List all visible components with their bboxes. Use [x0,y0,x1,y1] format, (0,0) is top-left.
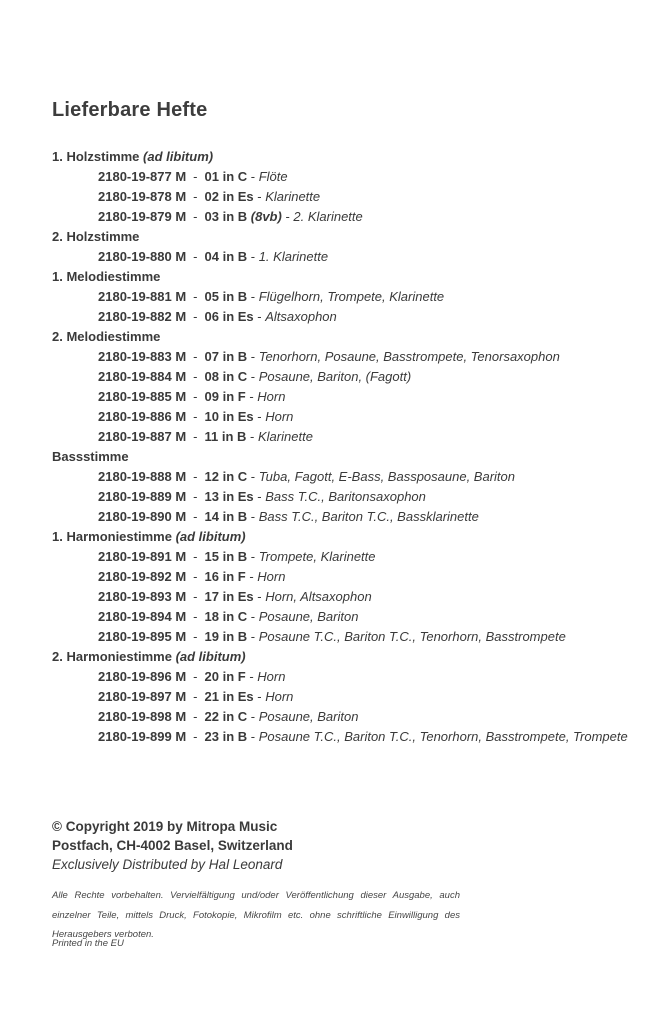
section-label: 1. Holzstimme [52,149,140,164]
catalog-number: 2180-19-897 M [98,689,187,704]
catalog-item [52,427,631,447]
section-header [52,527,631,547]
dash: - [253,589,266,604]
separator-dash: - [193,549,198,564]
part-number: 09 in F [204,389,246,404]
catalog-number: 2180-19-893 M [98,589,187,604]
catalog-number: 2180-19-894 M [98,609,187,624]
catalog-item [52,287,631,307]
instruments: 1. Klarinette [258,249,329,264]
catalog-number: 2180-19-877 M [98,169,187,184]
catalog-item [52,707,631,727]
catalog-number: 2180-19-879 M [98,209,187,224]
separator-dash: - [193,589,198,604]
instruments: Trompete, Klarinette [258,549,376,564]
instruments: Bass T.C., Bariton T.C., Bassklarinette [258,509,479,524]
instruments: Horn [257,669,286,684]
catalog-item [52,367,631,387]
part-number: 05 in B [204,289,248,304]
part-number: 06 in Es [204,309,254,324]
instruments: Horn [257,389,286,404]
separator-dash: - [193,369,198,384]
catalog-item [52,727,631,747]
catalog-number: 2180-19-889 M [98,489,187,504]
instruments: 2. Klarinette [293,209,363,224]
section-label: 1. Melodiestimme [52,269,161,284]
part-note: (8vb) [250,209,282,224]
catalog-number: 2180-19-883 M [98,349,187,364]
section-label-suffix: (ad libitum) [175,649,246,664]
catalog-item [52,687,631,707]
catalog-number: 2180-19-880 M [98,249,187,264]
catalog-item [52,347,631,367]
section-header [52,267,631,287]
instruments: Flöte [258,169,288,184]
separator-dash: - [193,689,198,704]
separator-dash: - [193,189,198,204]
instruments: Posaune, Bariton, (Fagott) [258,369,412,384]
part-number: 02 in Es [204,189,254,204]
part-number: 10 in Es [204,409,254,424]
catalog-item [52,467,631,487]
part-number: 04 in B [204,249,248,264]
section-label: 1. Harmoniestimme [52,529,172,544]
dash: - [253,309,266,324]
catalog-item [52,587,631,607]
part-number: 01 in C [204,169,248,184]
distribution-line: Exclusively Distributed by Hal Leonard [52,857,283,872]
separator-dash: - [193,709,198,724]
separator-dash: - [193,569,198,584]
page-title: Lieferbare Hefte [52,99,208,121]
legal-notice: Alle Rechte vorbehalten. Vervielfältigung und/oder Veröffentlichung dieser Ausgabe, auch einzelner Teile, mittels Druck, Fotokopie, Mikrofilm etc. ohne schriftliche Einwilligung des Herausgebers verboten. [52,890,460,940]
dash: - [245,669,258,684]
dash: - [247,249,259,264]
section-label-suffix: (ad libitum) [143,149,214,164]
catalog-number: 2180-19-887 M [98,429,187,444]
catalog-item [52,627,631,647]
part-number: 14 in B [204,509,248,524]
part-number: 22 in C [204,709,248,724]
catalog-number: 2180-19-896 M [98,669,187,684]
instruments: Posaune T.C., Bariton T.C., Tenorhorn, Basstrompete, Trompete [258,729,628,744]
instruments: Horn [265,409,294,424]
instruments: Tuba, Fagott, E-Bass, Bassposaune, Bariton [258,469,515,484]
separator-dash: - [193,489,198,504]
section-label-suffix: (ad libitum) [175,529,246,544]
separator-dash: - [193,409,198,424]
separator-dash: - [193,609,198,624]
catalog-number: 2180-19-878 M [98,189,187,204]
separator-dash: - [193,389,198,404]
part-number: 12 in C [204,469,248,484]
catalog-number: 2180-19-899 M [98,729,187,744]
section [52,267,631,327]
instruments: Klarinette [258,429,313,444]
separator-dash: - [193,169,198,184]
dash: - [245,389,258,404]
catalog-number: 2180-19-898 M [98,709,187,724]
printed-in-line: Printed in the EU [52,938,124,949]
dash: - [246,429,258,444]
instruments: Horn, Altsaxophon [265,589,372,604]
separator-dash: - [193,309,198,324]
catalog-item [52,407,631,427]
separator-dash: - [193,289,198,304]
dash: - [247,549,259,564]
catalog-item [52,247,631,267]
dash: - [253,689,266,704]
copyright-block [52,817,293,874]
section-header [52,227,631,247]
part-number: 23 in B [204,729,248,744]
dash: - [247,509,259,524]
section-label: 2. Holzstimme [52,229,140,244]
instruments: Tenorhorn, Posaune, Basstrompete, Tenorsaxophon [258,349,560,364]
part-number: 08 in C [204,369,248,384]
catalog-item [52,567,631,587]
catalog-item [52,607,631,627]
section [52,647,631,747]
section-label: 2. Harmoniestimme [52,649,172,664]
section-header [52,327,631,347]
catalog-item [52,167,631,187]
catalog-item [52,547,631,567]
separator-dash: - [193,429,198,444]
instruments: Posaune, Bariton [258,609,359,624]
separator-dash: - [193,509,198,524]
catalog-number: 2180-19-895 M [98,629,187,644]
part-number: 16 in F [204,569,246,584]
catalog-number: 2180-19-888 M [98,469,187,484]
catalog-number: 2180-19-884 M [98,369,187,384]
instruments: Horn [265,689,294,704]
separator-dash: - [193,209,198,224]
catalog-number: 2180-19-881 M [98,289,187,304]
dash: - [247,369,259,384]
catalog-number: 2180-19-885 M [98,389,187,404]
separator-dash: - [193,729,198,744]
dash: - [281,209,294,224]
instruments: Posaune T.C., Bariton T.C., Tenorhorn, Basstrompete [258,629,566,644]
catalog-item [52,387,631,407]
part-number: 18 in C [204,609,248,624]
instruments: Klarinette [265,189,321,204]
catalog-number: 2180-19-890 M [98,509,187,524]
part-number: 17 in Es [204,589,254,604]
copyright-line-2: Postfach, CH-4002 Basel, Switzerland [52,838,293,853]
dash: - [245,569,258,584]
catalog-item [52,487,631,507]
catalog-item [52,207,631,227]
section [52,527,631,647]
part-number: 07 in B [204,349,248,364]
part-number: 20 in F [204,669,246,684]
dash: - [247,289,259,304]
part-number: 15 in B [204,549,248,564]
dash: - [247,169,259,184]
dash: - [247,609,259,624]
catalog-number: 2180-19-892 M [98,569,187,584]
instruments: Bass T.C., Baritonsaxophon [265,489,426,504]
dash: - [247,709,259,724]
instruments: Posaune, Bariton [258,709,359,724]
separator-dash: - [193,469,198,484]
sections-list [52,147,631,747]
dash: - [253,489,266,504]
section-header [52,447,631,467]
copyright-line-1: © Copyright 2019 by Mitropa Music [52,819,278,834]
section-header [52,147,631,167]
separator-dash: - [193,249,198,264]
catalog-item [52,667,631,687]
part-number: 11 in B [204,429,247,444]
part-number: 19 in B [204,629,248,644]
dash: - [247,629,259,644]
catalog-item [52,187,631,207]
dash: - [253,189,266,204]
section [52,327,631,447]
section [52,147,631,227]
catalog-number: 2180-19-886 M [98,409,187,424]
section-label: Bassstimme [52,449,129,464]
section-label: 2. Melodiestimme [52,329,161,344]
part-number: 03 in B [204,209,248,224]
instruments: Horn [257,569,286,584]
separator-dash: - [193,349,198,364]
instruments: Altsaxophon [265,309,337,324]
separator-dash: - [193,669,198,684]
separator-dash: - [193,629,198,644]
catalog-number: 2180-19-891 M [98,549,187,564]
catalog-item [52,507,631,527]
part-number: 21 in Es [204,689,254,704]
dash: - [253,409,266,424]
dash: - [247,349,259,364]
section [52,227,631,267]
catalog-number: 2180-19-882 M [98,309,187,324]
catalog-item [52,307,631,327]
part-number: 13 in Es [204,489,254,504]
dash: - [247,729,259,744]
instruments: Flügelhorn, Trompete, Klarinette [258,289,445,304]
section-header [52,647,631,667]
section [52,447,631,527]
dash: - [247,469,259,484]
